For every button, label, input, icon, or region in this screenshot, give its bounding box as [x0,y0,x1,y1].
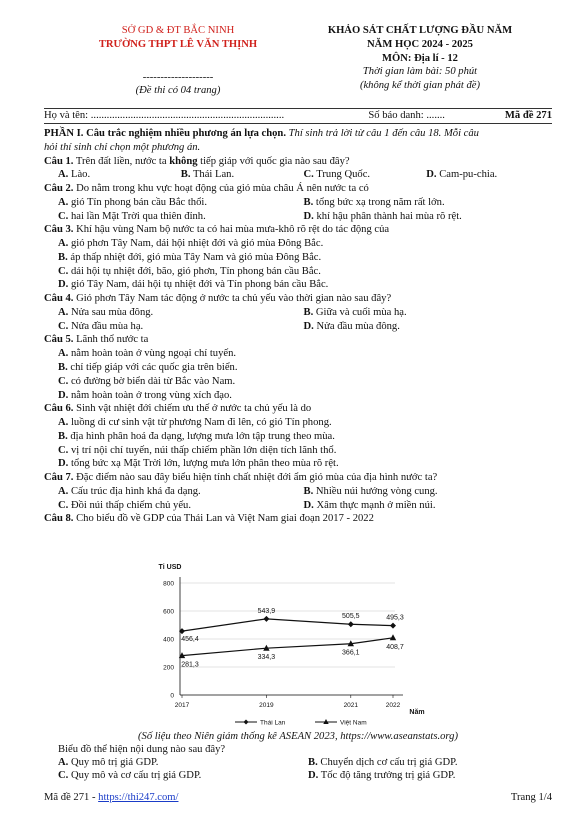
site-link[interactable]: https://thi247.com/ [98,792,179,803]
page-footer [44,791,552,805]
option-b[interactable]: B. Chuyển dịch cơ cấu trị giá GDP. [308,757,458,768]
legend-label: Thái Lan [260,719,286,727]
data-point [263,616,269,622]
option-d[interactable]: D. khí hậu phân thành hai mùa rõ rệt. [303,210,462,222]
data-point [390,623,396,629]
option-c[interactable]: C. dải hội tụ nhiệt đới, bão, gió phơn, Tín phong bán cầu Bắc. [58,265,321,277]
question-7-options-row2 [44,499,549,513]
option-d[interactable]: D. Nửa đầu mùa đông. [303,320,400,332]
option-b[interactable]: B. áp thấp nhiệt đới, gió mùa Tây Nam và gió mùa Đông Bắc. [58,251,322,263]
question-8-ask: Biểu đồ thể hiện nội dung nào sau đây? [58,744,226,755]
option-b[interactable]: B. Nhiều núi hướng vòng cung. [303,485,438,497]
option-a[interactable]: A. gió Tín phong bán cầu Bắc thổi. [58,196,207,208]
data-label: 408,7 [386,643,404,651]
option-b[interactable]: B. địa hình phân hoá đa dạng, lượng mưa lớn tập trung theo mùa. [58,430,335,442]
question-3: Câu 3. Khí hậu vùng Nam bộ nước ta có hai mùa mưa-khô rõ rệt do tác động của [44,224,390,236]
question-2-options-row2 [44,210,549,224]
chart-source: (Số liệu theo Niên giám thống kê ASEAN 2023, https://www.aseanstats.org) [138,731,458,742]
question-4-options-row2 [44,320,549,334]
option-a[interactable]: A. Nửa sau mùa đông. [58,306,154,318]
option-a[interactable]: A. Cấu trúc địa hình khá đa dạng. [58,485,201,497]
y-tick-label: 0 [170,692,174,700]
question-6: Câu 6. Sinh vật nhiệt đới chiếm ưu thế ở nước ta chủ yếu là do [44,403,312,415]
question-8-options-row2 [58,769,552,783]
option-a[interactable]: A. Quy mô trị giá GDP. [58,757,159,768]
exam-code: Mã đề 271 [504,110,552,121]
exam-title: KHẢO SÁT CHẤT LƯỢNG ĐẦU NĂM [327,25,513,36]
question-4-options-row1 [44,306,549,320]
part-instruction: Thí sinh trả lời từ câu 1 đến câu 18. Mỗi câu [288,128,479,139]
header-right [300,24,540,93]
x-tick-label: 2019 [259,702,274,709]
data-label: 366,1 [342,649,360,657]
header-left [58,24,298,98]
department: SỞ GD & ĐT BẮC NINH [121,25,235,36]
data-label: 543,9 [257,607,276,615]
question-8-options-row1 [58,756,552,770]
option-d[interactable]: D. Xâm thực mạnh ở miền núi. [303,499,436,511]
x-tick-label: 2021 [343,702,359,709]
name-field: Họ và tên: ......................................................................... [44,110,285,121]
school-year: NĂM HỌC 2024 - 2025 [367,38,473,50]
data-label: 505,5 [342,613,360,621]
y-tick-label: 600 [163,608,174,616]
option-a[interactable]: A. nằm hoàn toàn ở vùng ngoại chí tuyến. [58,348,237,360]
option-c[interactable]: C. hai lần Mặt Trời qua thiên đỉnh. [58,210,206,222]
subject: MÔN: Địa lí - 12 [382,52,458,64]
school-name: TRƯỜNG THPT LÊ VĂN THỊNH [98,38,258,50]
series-line-viet-nam [182,638,393,656]
questions [44,127,549,526]
y-axis-title: Tỉ USD [158,564,182,571]
option-b[interactable]: B. chỉ tiếp giáp với các quốc gia trên biển. [58,362,238,374]
option-b[interactable]: B. Thái Lan. [180,169,235,181]
y-tick-label: 800 [163,580,174,588]
x-tick-label: 2017 [174,702,190,709]
data-label: 334,3 [257,654,276,662]
option-d[interactable]: D. tổng bức xạ Mặt Trời lớn, lượng mưa lớn phân theo mùa rõ rệt. [58,458,339,470]
page-number: Trang 1/4 [510,792,552,803]
option-a[interactable]: A. luồng di cư sinh vật từ phương Nam đi lên, có gió Tín phong. [58,417,332,429]
question-5: Câu 5. Lãnh thổ nước ta [44,334,149,346]
data-point [348,621,354,627]
gdp-line-chart [140,555,460,730]
x-tick-label: 2022 [385,702,401,709]
x-axis-title: Năm [409,709,425,716]
student-info-row [44,108,552,124]
time-limit: Thời gian làm bài: 50 phút [362,66,478,78]
footer-code: Mã đề 271 - https://thi247.com/ [44,792,179,803]
part-instruction-2: hỏi thí sinh chỉ chọn một phương án. [44,141,201,153]
y-tick-label: 400 [163,636,174,644]
y-tick-label: 200 [163,664,174,672]
option-d[interactable]: D. Tốc độ tăng trưởng trị giá GDP. [308,770,456,781]
option-a[interactable]: A. Lào. [58,169,91,181]
option-a[interactable]: A. gió phơn Tây Nam, dải hội nhiệt đới và gió mùa Đông Bắc. [58,238,324,250]
question-7-options-row1 [44,485,549,499]
legend-marker [244,720,249,725]
time-note: (không kể thời gian phát đề) [359,80,481,92]
candidate-number-field: Số báo danh: ....... [368,110,445,121]
legend-label: Việt Nam [340,719,367,727]
series-line-thai-lan [182,619,393,631]
option-c[interactable]: C. Đồi núi thấp chiếm chủ yếu. [58,499,192,511]
question-7: Câu 7. Đặc điểm nào sau đây biểu hiện tính chất nhiệt đới ẩm gió mùa của địa hình nước ta? [44,472,438,484]
question-1-options [44,168,549,182]
option-b[interactable]: B. tổng bức xạ trong năm rất lớn. [303,196,445,208]
question-2: Câu 2. Do nằm trong khu vực hoạt động của gió mùa châu Á nên nước ta có [44,183,369,195]
question-4: Câu 4. Gió phơn Tây Nam tác động ở nước ta chủ yếu vào thời gian nào sau đây? [44,293,392,305]
option-c[interactable]: C. Quy mô và cơ cấu trị giá GDP. [58,770,202,781]
data-label: 281,3 [181,661,199,669]
data-label: 495,3 [386,614,404,622]
separator: -------------------- [142,71,214,83]
question-1: Câu 1. Trên đất liền, nước ta không tiếp giáp với quốc gia nào sau đây? [44,155,350,167]
option-c[interactable]: C. Trung Quốc. [303,169,371,181]
part-title: PHẦN I. Câu trắc nghiệm nhiều phương án lựa chọn. [44,128,286,139]
option-c[interactable]: C. Nửa đầu mùa hạ. [58,320,144,332]
option-d[interactable]: D. gió Tây Nam, dải hội tụ nhiệt đới và Tín phong bán cầu Bắc. [58,279,329,291]
option-b[interactable]: B. Giữa và cuối mùa hạ. [303,306,407,318]
option-c[interactable]: C. có đường bờ biển dài từ Bắc vào Nam. [58,375,236,387]
option-d[interactable]: D. Cam-pu-chia. [426,169,498,181]
data-point [390,634,396,640]
option-c[interactable]: C. vị trí nội chí tuyến, núi thấp chiếm phần lớn diện tích lãnh thổ. [58,444,337,456]
question-2-options-row1 [44,196,549,210]
option-d[interactable]: D. nằm hoàn toàn ở trong vùng xích đạo. [58,389,232,401]
question-8: Câu 8. Cho biểu đồ về GDP của Thái Lan và Việt Nam giai đoạn 2017 - 2022 [44,513,374,525]
pages-note: (Đề thi có 04 trang) [135,85,221,97]
data-label: 456,4 [181,636,199,644]
